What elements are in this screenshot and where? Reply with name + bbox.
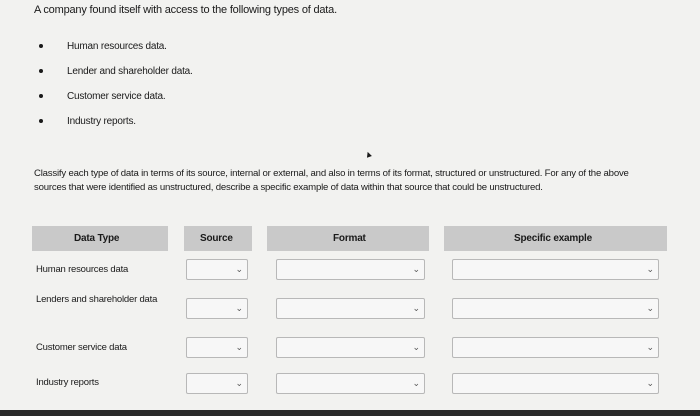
- header-specific-example: Specific example: [444, 226, 667, 251]
- bullet-icon: [39, 119, 43, 123]
- format-select-human-resources[interactable]: [276, 259, 425, 280]
- chevron-down-icon: ⌄: [235, 264, 243, 274]
- chevron-down-icon: ⌄: [646, 264, 654, 274]
- example-select-human-resources[interactable]: [452, 259, 659, 280]
- source-select-industry-reports[interactable]: [186, 373, 248, 394]
- chevron-down-icon: ⌄: [412, 378, 420, 388]
- row-label-human-resources: Human resources data: [36, 264, 129, 275]
- row-label-customer-service: Customer service data: [36, 342, 127, 353]
- example-select-industry-reports[interactable]: [452, 373, 659, 394]
- format-select-customer-service[interactable]: [276, 337, 425, 358]
- chevron-down-icon: ⌄: [412, 264, 420, 274]
- row-label-industry-reports: Industry reports: [36, 377, 99, 388]
- list-item: Human resources data.: [34, 34, 193, 59]
- example-select-lenders-shareholder[interactable]: [452, 298, 659, 319]
- chevron-down-icon: ⌄: [646, 342, 654, 352]
- mouse-cursor-icon: ▲: [362, 147, 375, 161]
- chevron-down-icon: ⌄: [235, 378, 243, 388]
- row-label-lenders-shareholder: Lenders and shareholder data: [36, 294, 158, 305]
- list-item: Customer service data.: [34, 84, 193, 109]
- header-source: Source: [184, 226, 252, 251]
- chevron-down-icon: ⌄: [235, 303, 243, 313]
- format-select-industry-reports[interactable]: [276, 373, 425, 394]
- instructions: Classify each type of data in terms of its source, internal or external, and also in terms of its format, structured or unstructured. For any of the above sources that were identified as unstructured, describe a specific example of data within that source that could be unstructured.: [34, 168, 629, 193]
- chevron-down-icon: ⌄: [646, 378, 654, 388]
- chevron-down-icon: ⌄: [235, 342, 243, 352]
- bullet-icon: [39, 69, 43, 73]
- data-type-list: [34, 34, 193, 134]
- question-intro: A company found itself with access to the following types of data.: [34, 4, 337, 16]
- source-select-lenders-shareholder[interactable]: [186, 298, 248, 319]
- list-item: Lender and shareholder data.: [34, 59, 193, 84]
- header-format: Format: [267, 226, 429, 251]
- chevron-down-icon: ⌄: [646, 303, 654, 313]
- bullet-icon: [39, 44, 43, 48]
- source-select-human-resources[interactable]: [186, 259, 248, 280]
- chevron-down-icon: ⌄: [412, 303, 420, 313]
- chevron-down-icon: ⌄: [412, 342, 420, 352]
- header-data-type: Data Type: [32, 226, 168, 251]
- source-select-customer-service[interactable]: [186, 337, 248, 358]
- list-item: Industry reports.: [34, 109, 193, 134]
- screen-bottom-edge: [0, 410, 700, 416]
- format-select-lenders-shareholder[interactable]: [276, 298, 425, 319]
- example-select-customer-service[interactable]: [452, 337, 659, 358]
- bullet-icon: [39, 94, 43, 98]
